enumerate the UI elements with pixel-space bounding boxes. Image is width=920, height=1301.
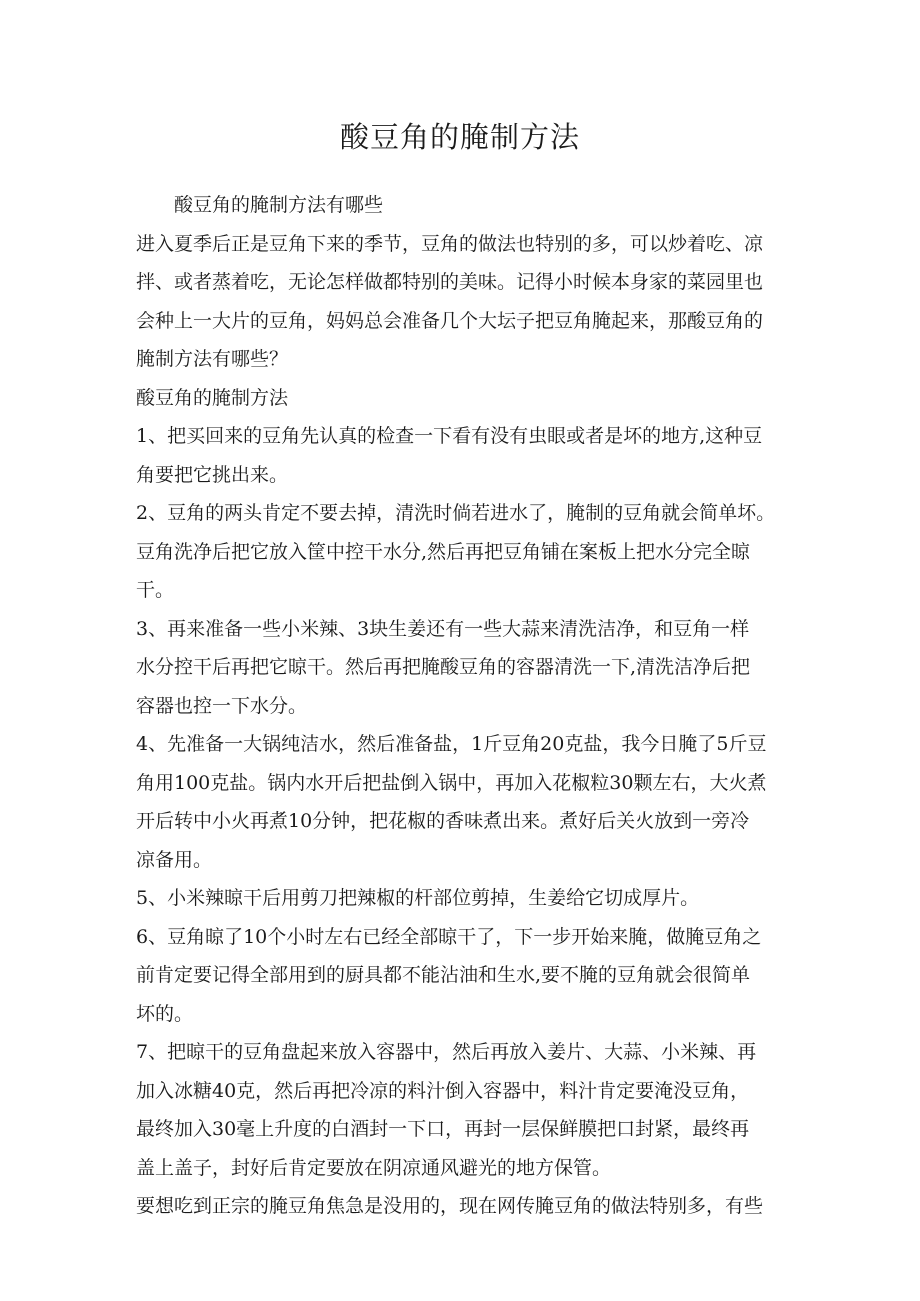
body-line: 干。 [136,579,175,601]
body-line: 1、把买回来的豆角先认真的检查一下看有没有虫眼或者是坏的地方,这种豆 [136,425,763,447]
body-line: 要想吃到正宗的腌豆角焦急是没用的，现在网传腌豆角的做法特别多，有些 [136,1195,764,1217]
body-line: 进入夏季后正是豆角下来的季节，豆角的做法也特别的多，可以炒着吃、凉 [136,232,764,255]
body-line: 4、先准备一大锅纯洁水，然后准备盐，1斤豆角20克盐，我今日腌了5斤豆 [136,733,767,755]
body-line: 6、豆角晾了10个小时左右已经全部晾干了，下一步开始来腌，做腌豆角之 [136,925,762,948]
section-heading: 酸豆角的腌制方法 [136,386,289,409]
body-line: 腌制方法有哪些？ [136,348,289,370]
body-line: 坏的。 [136,1002,194,1025]
body-line: 5、小米辣晾干后用剪刀把辣椒的杆部位剪掉，生姜给它切成厚片。 [136,887,700,909]
body-line: 水分控干后再把它晾干。然后再把腌酸豆角的容器清洗一下,清洗洁净后把 [136,656,751,678]
body-line: 3、再来准备一些小米辣、3块生姜还有一些大蒜来清洗洁净，和豆角一样 [136,617,750,640]
body-line: 7、把晾干的豆角盘起来放入容器中，然后再放入姜片、大蒜、小米辣、再 [136,1041,757,1063]
body-line: 容器也控一下水分。 [136,694,308,717]
subtitle-line: 酸豆角的腌制方法有哪些 [174,194,384,216]
body-line: 盖上盖子，封好后肯定要放在阴凉通风避光的地方保管。 [136,1156,612,1179]
body-line: 2、豆角的两头肯定不要去掉，清洗时倘若进水了，腌制的豆角就会简单坏。 [136,502,776,524]
body-line: 开后转中小火再煮10分钟，把花椒的香味煮出来。煮好后关火放到一旁冷 [136,810,750,832]
document-body [136,186,804,1226]
body-line: 角要把它挑出来。 [136,463,289,486]
body-line: 豆角洗净后把它放入筐中控干水分,然后再把豆角铺在案板上把水分完全晾 [136,540,751,563]
body-line: 角用100克盐。锅内水开后把盐倒入锅中，再加入花椒粒30颗左右，大火煮 [136,771,767,794]
body-line: 凉备用。 [136,848,213,871]
document-title: 酸豆角的腌制方法 [339,120,580,154]
body-line: 拌、或者蒸着吃，无论怎样做都特别的美味。记得小时候本身家的菜园里也 [136,271,764,293]
body-line: 会种上一大片的豆角，妈妈总会准备几个大坛子把豆角腌起来，那酸豆角的 [136,309,764,332]
body-line: 前肯定要记得全部用到的厨具都不能沾油和生水,要不腌的豆角就会很简单 [136,964,751,986]
body-line: 加入冰糖40克，然后再把冷凉的料汁倒入容器中，料汁肯定要淹没豆角， [136,1079,750,1102]
body-line: 最终加入30毫上升度的白酒封一下口，再封一层保鲜膜把口封紧，最终再 [136,1118,750,1140]
